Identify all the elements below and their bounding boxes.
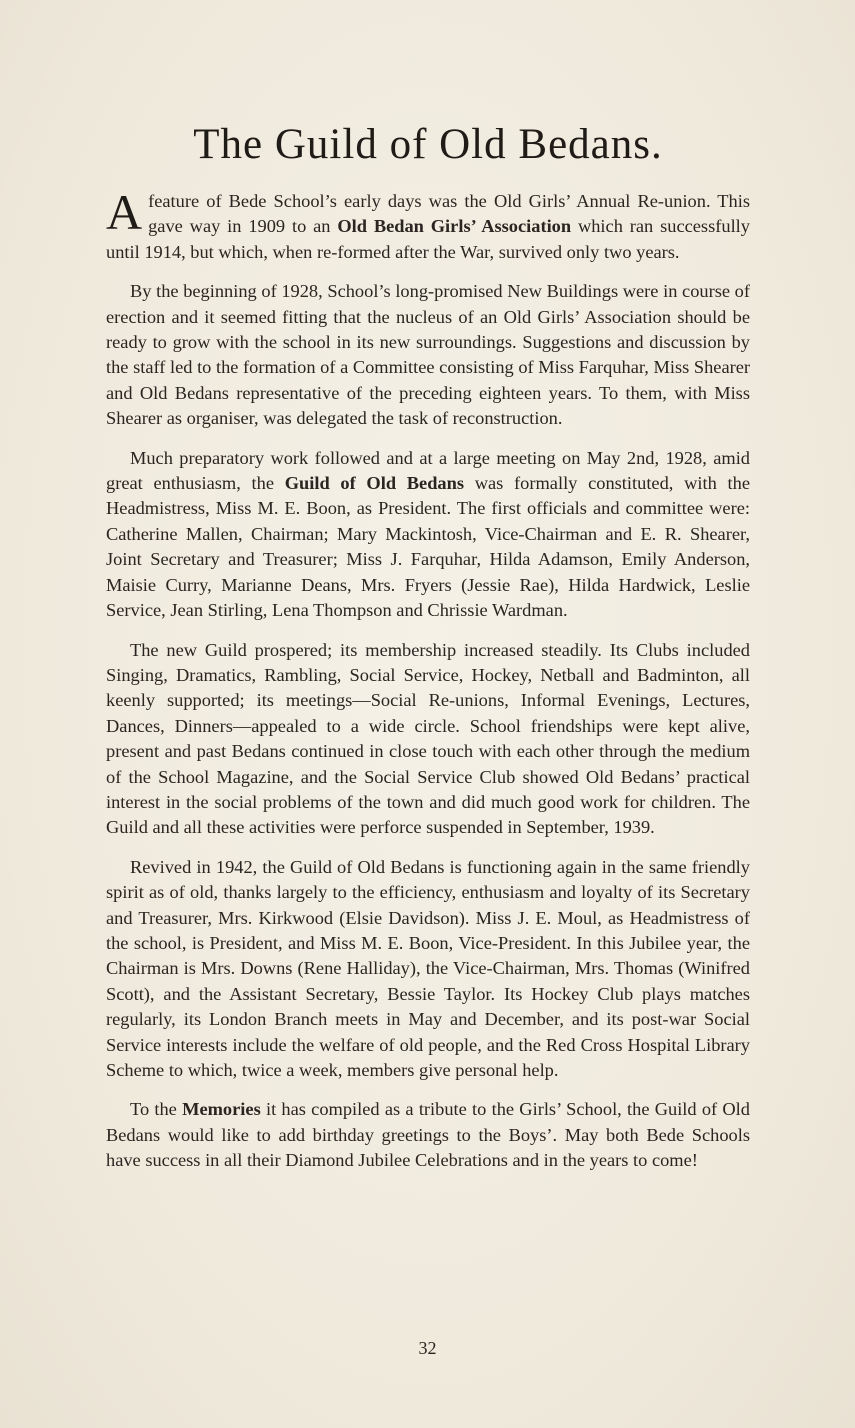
page-number: 32 <box>418 1338 437 1358</box>
paragraph-1-bold: Old Bedan Girls’ Association <box>337 216 572 237</box>
paragraph-5: Revived in 1942, the Guild of Old Bedans is functioning again in the same friendly spirit as of old, thanks largely to the efficiency, enthusiasm and loyalty of its Secretary and Treasurer, Mrs. Kirkwood (Elsie Davidson). Miss J. E. Moul, as Headmistress of the school, is President, and Miss M. E. Boon, Vice-President. In this Jubilee year, the Chairman is Mrs. Downs (Rene Halliday), the Vice-Chairman, Mrs. Thomas (Winifred Scott), and the Assistant Secretary, Bessie Taylor. Its Hockey Club plays matches regularly, its London Branch meets in May and December, and its post-war Social Service interests include the welfare of old people, and the Red Cross Hospital Library Scheme to which, twice a week, members give personal help. <box>106 856 750 1080</box>
paragraph-4: The new Guild prospered; its membership increased steadily. Its Clubs included Singing, Dramatics, Rambling, Social Service, Hockey, Netball and Badminton, all keenly supported; its meetings—Social Re-unions, Informal Evenings, Lectures, Dances, Dinners—appealed to a wide circle. School friendships were kept alive, present and past Bedans continued in close touch with each other through the medium of the School Magazine, and the Social Service Club showed Old Bedans’ practical interest in the social problems of the town and did much good work for children. The Guild and all these activities were perforce suspended in September, 1939. <box>106 639 750 838</box>
paragraph-1-text-a: feature of Bede School’s early days was the Old Girls’ Annual Re-union. This gave way in 1909 to an <box>148 191 750 237</box>
paragraph-3 <box>106 446 750 624</box>
paragraph-6-bold: Memories <box>182 1099 261 1120</box>
paragraph-3-text-b: was formally constituted, with the Headmistress, Miss M. E. Boon, as President. The first officials and committee were: Catherine Mallen, Chairman; Mary Mackintosh, Vice-Chairman and E. R. Shearer, Joint Secretary and Treasurer; Miss J. Farquhar, Hilda Adamson, Emily Anderson, Maisie Curry, Marianne Deans, Mrs. Fryers (Jessie Rae), Hilda Hardwick, Leslie Service, Jean Stirling, Lena Thompson and Chrissie Wardman. <box>106 473 750 621</box>
drop-cap: A <box>106 184 143 240</box>
paragraph-6-text-a: To the <box>130 1099 183 1120</box>
article <box>106 120 750 1188</box>
paragraph-1 <box>106 184 750 265</box>
paragraph-3-text-a: Much preparatory work followed and at a large meeting on May 2nd, 1928, amid great enthusiasm, the <box>106 447 750 494</box>
paragraph-2: By the beginning of 1928, School’s long-promised New Buildings were in course of erection and it seemed fitting that the nucleus of an Old Girls’ Association should be ready to grow with the school in its new surroundings. Suggestions and discussion by the staff led to the formation of a Committee consisting of Miss Farquhar, Miss Shearer and Old Bedans representative of the preceding eighteen years. To them, with Miss Shearer as organiser, was delegated the task of reconstruction. <box>106 281 751 429</box>
paragraph-6-text-b: it has compiled as a tribute to the Girls’ School, the Guild of Old Bedans would like to add birthday greetings to the Boys’. May both Bede Schools have success in all their Diamond Jubilee Celebrations and in the years to come! <box>106 1099 750 1171</box>
page-title: The Guild of Old Bedans. <box>193 121 663 168</box>
paragraph-6 <box>106 1097 750 1173</box>
paragraph-1-text-b: which ran successfully until 1914, but which, when re-formed after the War, survived only two years. <box>106 216 750 262</box>
paragraph-3-bold: Guild of Old Bedans <box>284 473 465 494</box>
